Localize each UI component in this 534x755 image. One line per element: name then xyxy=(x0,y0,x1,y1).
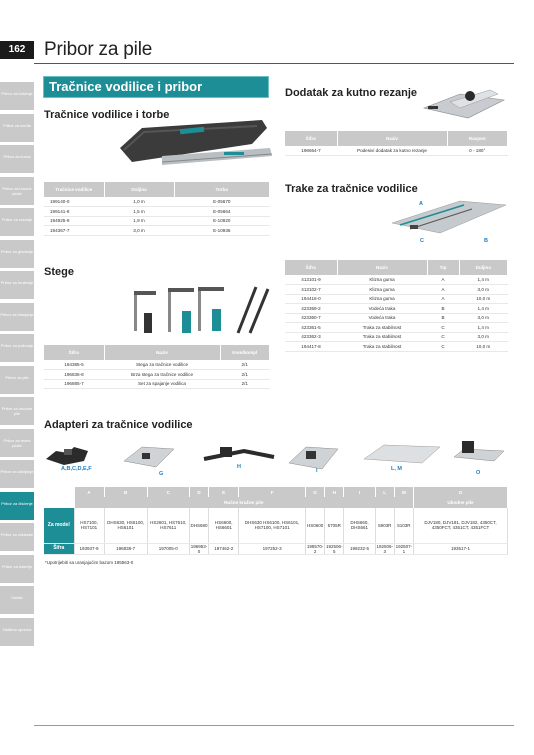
sidebar-tab[interactable]: Pribor za glodanje xyxy=(0,240,34,268)
table-cell: 194416-0 xyxy=(285,294,337,304)
table-cell: 194417-8 xyxy=(285,342,337,352)
adapters-image xyxy=(44,437,506,475)
adapter-code: 192506-3 xyxy=(376,543,393,554)
adapter-label: L, M xyxy=(391,466,402,472)
tapes-heading: Trake za tračnice vodilice xyxy=(285,183,418,195)
angle-table xyxy=(285,131,508,156)
table-row xyxy=(44,379,270,389)
tape-label-b: B xyxy=(484,238,488,244)
sidebar-tab[interactable]: Pribor za rezanje xyxy=(0,208,34,236)
adapter-letter: B xyxy=(104,487,147,497)
table-cell: 194925-9 xyxy=(44,216,104,226)
row-label-model: Za model xyxy=(44,508,74,543)
table-row xyxy=(285,304,508,314)
table-cell: 2/1 xyxy=(220,360,270,370)
table-row xyxy=(285,342,508,352)
table-cell: 0 - 180° xyxy=(447,146,508,156)
tape-label-c: C xyxy=(420,238,424,244)
table-cell: 10,0 m xyxy=(459,342,508,352)
table-cell: 3,0 m xyxy=(104,226,174,236)
table-cell: 413102-7 xyxy=(285,285,337,295)
table-cell: 1,4 m xyxy=(459,323,508,333)
table-cell: 3,0 m xyxy=(459,313,508,323)
adapter-model: 5103R xyxy=(394,508,413,543)
table-cell: E-05670 xyxy=(174,197,270,207)
col-header: Tip xyxy=(427,260,459,275)
adapter-letter: E xyxy=(209,487,239,497)
sidebar-tab[interactable]: Pribor za vrtlarske xyxy=(0,523,34,551)
adapter-model: DHS680 xyxy=(189,508,208,543)
table-row xyxy=(44,370,270,380)
table-row xyxy=(44,226,270,236)
adapter-code: 192507-1 xyxy=(395,543,413,554)
adapter-code: 193937-9 xyxy=(74,543,104,554)
table-cell: Klizna guma xyxy=(337,285,427,295)
adapter-model: HS2601, HS7610, HS7611 xyxy=(147,508,189,543)
table-row xyxy=(44,197,270,207)
table-cell: 1,5 m xyxy=(104,207,174,217)
table-cell: 2/1 xyxy=(220,370,270,380)
adapters-heading: Adapteri za tračnice vodilice xyxy=(44,419,193,431)
table-cell: 3,0 m xyxy=(459,285,508,295)
sidebar-tab[interactable]: Pribor za pile xyxy=(0,366,34,394)
adapter-letter: L xyxy=(375,487,394,497)
rails-heading: Tračnice vodilice i torbe xyxy=(44,109,170,121)
adapter-letter: M xyxy=(394,487,413,497)
group-header-circular: Ručne kružne pile xyxy=(74,497,413,508)
adapter-model: HS7100, HS7101 xyxy=(74,508,104,543)
table-cell: 196885-7 xyxy=(44,379,104,389)
sidebar xyxy=(0,0,34,755)
col-header: Tračnice vodilice xyxy=(44,182,104,197)
table-cell: A xyxy=(427,294,459,304)
bottom-divider xyxy=(34,725,514,726)
table-cell: Traka za stabilnost xyxy=(337,342,427,352)
section-banner: Tračnice vodilice i pribor xyxy=(43,76,269,98)
clamps-heading: Stege xyxy=(44,266,74,278)
group-header-jigsaw: Ubodne pile xyxy=(413,497,507,508)
col-header: Naziv xyxy=(337,260,427,275)
adapter-model: HS0600 xyxy=(306,508,325,543)
adapter-code: 196953-0 xyxy=(190,543,208,554)
table-cell: 2/1 xyxy=(220,379,270,389)
adapter-code: 197252-3 xyxy=(239,543,306,554)
adapter-model: 5705R xyxy=(325,508,344,543)
col-header: Naziv xyxy=(104,345,220,360)
tape-label-a: A xyxy=(419,201,423,207)
table-cell: 199141-8 xyxy=(44,207,104,217)
tapes-table xyxy=(285,260,508,352)
table-cell: E-10936 xyxy=(174,226,270,236)
table-row xyxy=(44,216,270,226)
table-cell: Podesivi dodatak za kutno rezanje xyxy=(337,146,447,156)
table-cell: C xyxy=(427,342,459,352)
table-cell: 3,0 m xyxy=(459,332,508,342)
table-cell: E-10920 xyxy=(174,216,270,226)
table-row xyxy=(285,146,508,156)
table-cell: B xyxy=(427,304,459,314)
sidebar-tab[interactable]: Pribor za brušenje xyxy=(0,271,34,299)
col-header: Raspon xyxy=(447,131,508,146)
table-cell: 196836-8 xyxy=(44,370,104,380)
col-header: Šifra xyxy=(285,260,337,275)
table-cell: Vodeća traka xyxy=(337,313,427,323)
table-cell: 194367-7 xyxy=(44,226,104,236)
adapter-model: DJV180, DJV181, DJV182, 4350CT, 4350FCT, 4351CT, 4351FCT xyxy=(413,508,507,543)
adapter-letter: A xyxy=(74,487,104,497)
angle-heading: Dodatak za kutno rezanje xyxy=(285,87,418,99)
table-cell: 423359-2 xyxy=(285,304,337,314)
adapter-label: H xyxy=(237,464,241,470)
clamps-table xyxy=(44,345,270,389)
table-row xyxy=(285,313,508,323)
adapter-model: DHS660, DHS661 xyxy=(344,508,375,543)
table-cell: A xyxy=(427,275,459,285)
adapter-letter: C xyxy=(147,487,189,497)
table-row xyxy=(44,360,270,370)
table-cell: Klizna guma xyxy=(337,275,427,285)
table-row xyxy=(44,207,270,217)
guide-rail-and-bag-image xyxy=(112,118,272,170)
clamps-image xyxy=(128,283,273,338)
table-cell: Vodeća traka xyxy=(337,304,427,314)
table-row xyxy=(285,285,508,295)
sidebar-tab[interactable]: Pribor za ubodne pile xyxy=(0,397,34,425)
sidebar-tab[interactable]: Pribor za svrdla xyxy=(0,114,34,142)
table-cell: E-05664 xyxy=(174,207,270,217)
sidebar-tab[interactable]: Ostalo xyxy=(0,586,34,614)
col-header: Kom/kompl xyxy=(220,345,270,360)
adapter-model: DHS630 HS6100, HS6101, HS7100, HS7101 xyxy=(239,508,306,543)
table-cell: 196664-7 xyxy=(285,146,337,156)
adapter-label: G xyxy=(159,471,164,477)
col-header: Šifra xyxy=(44,345,104,360)
sidebar-tab[interactable]: Pribor za poliranje xyxy=(0,334,34,362)
table-cell: A xyxy=(427,285,459,295)
sidebar-tab[interactable]: Pribor za brusne ploče xyxy=(0,177,34,205)
table-row xyxy=(285,294,508,304)
table-cell: 10,0 m xyxy=(459,294,508,304)
col-header: Šifra xyxy=(285,131,337,146)
table-cell: 1,4 m xyxy=(459,275,508,285)
table-cell: 413101-9 xyxy=(285,275,337,285)
adapter-model: 5903R xyxy=(375,508,394,543)
adapter-code: 197005-0 xyxy=(147,543,189,554)
rail-tapes-image xyxy=(390,195,508,245)
sidebar-tab[interactable]: Pribor za odvijanje xyxy=(0,460,34,488)
angle-attachment-image xyxy=(420,82,508,122)
table-cell: 199140-0 xyxy=(44,197,104,207)
table-cell: 423360-7 xyxy=(285,313,337,323)
table-cell: 1,0 m xyxy=(104,197,174,207)
table-cell: Klizna guma xyxy=(337,294,427,304)
table-cell: 423362-3 xyxy=(285,332,337,342)
adapter-code: 193517-1 xyxy=(413,543,507,554)
table-row xyxy=(285,323,508,333)
table-row xyxy=(285,275,508,285)
table-cell: C xyxy=(427,323,459,333)
sidebar-tab[interactable]: Pribor za bateriju xyxy=(0,555,34,583)
table-cell: C xyxy=(427,332,459,342)
col-header: Torba xyxy=(174,182,270,197)
sidebar-tab[interactable]: Pribor za kruna xyxy=(0,145,34,173)
sidebar-tab[interactable]: Pribor za rezne ploče xyxy=(0,429,34,457)
adapter-model: DHS630, HS6100, HS6101 xyxy=(104,508,147,543)
col-header: Duljina xyxy=(459,260,508,275)
sidebar-tab[interactable]: Zaštitna oprema xyxy=(0,618,34,646)
title-divider xyxy=(34,63,514,64)
table-cell: 1,9 m xyxy=(104,216,174,226)
adapter-model: HS6600, HS6601 xyxy=(209,508,239,543)
rails-table xyxy=(44,182,270,236)
adapter-label: I xyxy=(316,468,318,474)
page-number: 162 xyxy=(0,41,34,59)
adapter-code: 197462-2 xyxy=(209,543,239,554)
adapter-letter: D xyxy=(189,487,208,497)
table-cell: B xyxy=(427,313,459,323)
adapter-letter: F xyxy=(239,487,306,497)
row-label-code: Šifra xyxy=(44,543,74,554)
adapter-letter: H xyxy=(325,487,344,497)
table-cell: 194385-5 xyxy=(44,360,104,370)
adapter-letter: G xyxy=(306,487,325,497)
sidebar-tab[interactable]: Pribor za bušenje xyxy=(0,82,34,110)
table-cell: Set za spajanje vodilica xyxy=(104,379,220,389)
table-cell: 1,4 m xyxy=(459,304,508,314)
table-cell: Brza stega za tračnice vodilice xyxy=(104,370,220,380)
page-title: Pribor za pile xyxy=(44,39,153,60)
adapter-code: 199232-5 xyxy=(344,543,375,554)
col-header: Duljina xyxy=(104,182,174,197)
table-cell: 423361-5 xyxy=(285,323,337,333)
footnote: *Upotrijebiti sa uranjajućim bazom 195563-0 xyxy=(45,560,134,565)
adapter-label: A,B,C,D,E,F xyxy=(61,466,92,472)
table-cell: Traka za stabilnost xyxy=(337,323,427,333)
table-cell: Traka za stabilnost xyxy=(337,332,427,342)
adapter-code: 192506-5 xyxy=(326,543,343,554)
adapter-code: 198570-2 xyxy=(306,543,324,554)
table-cell: Stega za tračnice vodilice xyxy=(104,360,220,370)
sidebar-tab[interactable]: Pribor za čišćenje xyxy=(0,492,34,520)
adapter-label: O xyxy=(476,470,481,476)
adapters-table xyxy=(44,487,508,555)
sidebar-tab[interactable]: Pribor za blanjanje xyxy=(0,303,34,331)
adapter-letter: O xyxy=(413,487,507,497)
col-header: Naziv xyxy=(337,131,447,146)
adapter-letter: I xyxy=(344,487,375,497)
adapter-code: 196838-7 xyxy=(104,543,147,554)
table-row xyxy=(285,332,508,342)
